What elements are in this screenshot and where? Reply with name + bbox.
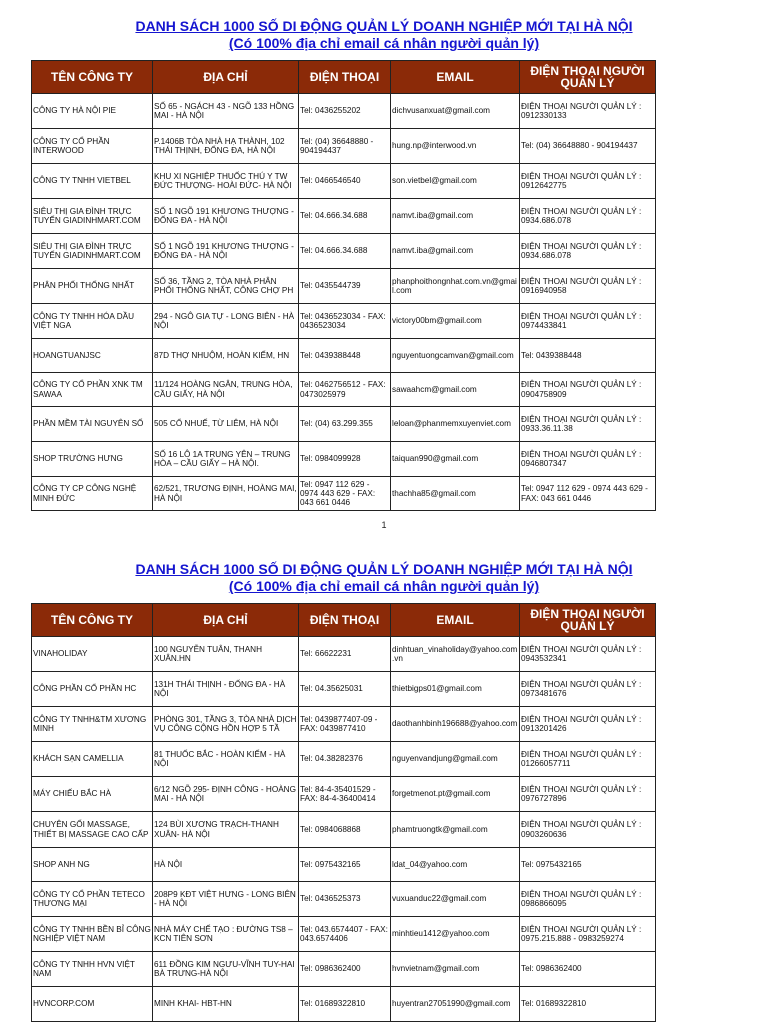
cell-company: PHẦN MỀM TÀI NGUYÊN SỐ — [32, 407, 153, 442]
col-header-email: EMAIL — [391, 61, 520, 94]
cell-email: victory00bm@gmail.com — [391, 304, 520, 339]
page-number: 1 — [381, 520, 387, 530]
col-header-address: ĐỊA CHỈ — [153, 61, 299, 94]
cell-company: HOANGTUANJSC — [32, 339, 153, 373]
cell-address: 87D THỢ NHUỘM, HOÀN KIẾM, HN — [153, 339, 299, 373]
cell-email: nguyentuongcamvan@gmail.com — [391, 339, 520, 373]
cell-address: 505 CỔ NHUẾ, TỪ LIÊM, HÀ NỘI — [153, 407, 299, 442]
cell-phone: Tel: 04.666.34.688 — [299, 199, 391, 234]
cell-address: 62/521, TRƯƠNG ĐỊNH, HOÀNG MAI, HÀ NỘI — [153, 477, 299, 511]
page1-table — [31, 60, 656, 511]
cell-email: forgetmenot.pt@gmail.com — [391, 777, 520, 812]
cell-company: PHÂN PHỐI THỐNG NHẤT — [32, 269, 153, 304]
col-header-phone: ĐIỆN THOẠI — [299, 604, 391, 637]
cell-email: namvt.iba@gmail.com — [391, 234, 520, 269]
cell-email: son.vietbel@gmail.com — [391, 164, 520, 199]
cell-phone: Tel: (04) 63.299.355 — [299, 407, 391, 442]
table-row — [32, 812, 656, 848]
page2-table — [31, 603, 656, 1022]
cell-phone: Tel: 0439877407-09 - FAX: 0439877410 — [299, 707, 391, 742]
cell-phone: Tel: 0947 112 629 - 0974 443 629 - FAX: 043 661 0446 — [299, 477, 391, 511]
table-row — [32, 164, 656, 199]
table-row — [32, 199, 656, 234]
cell-manager-phone: ĐIỆN THOẠI NGƯỜI QUẢN LÝ : 0946807347 — [520, 442, 656, 477]
cell-manager-phone: ĐIỆN THOẠI NGƯỜI QUẢN LÝ : 0943532341 — [520, 637, 656, 672]
cell-manager-phone: ĐIỆN THOẠI NGƯỜI QUẢN LÝ : 0974433841 — [520, 304, 656, 339]
cell-company: SIÊU THỊ GIA ĐÌNH TRỰC TUYẾN GIADINHMART.COM — [32, 234, 153, 269]
cell-email: taiquan990@gmail.com — [391, 442, 520, 477]
cell-email: dinhtuan_vinaholiday@yahoo.com.vn — [391, 637, 520, 672]
cell-email: dichvusanxuat@gmail.com — [391, 94, 520, 129]
cell-company: CÔNG TY CP CÔNG NGHỆ MINH ĐỨC — [32, 477, 153, 511]
cell-phone: Tel: 66622231 — [299, 637, 391, 672]
cell-company: CÔNG TY TNHH HÓA DẦU VIỆT NGA — [32, 304, 153, 339]
table-row — [32, 373, 656, 407]
cell-company: CÔNG TY TNHH&TM XƯƠNG MINH — [32, 707, 153, 742]
cell-phone: Tel: 043.6574407 - FAX: 043.6574406 — [299, 917, 391, 952]
page2-subtitle: (Có 100% địa chỉ email cá nhân người quản lý) — [228, 578, 540, 594]
cell-address: KHU XI NGHIỆP THUỐC THÚ Y TW ĐỨC THƯỢNG- HOÀI ĐỨC- HÀ NỘI — [153, 164, 299, 199]
cell-email: ldat_04@yahoo.com — [391, 848, 520, 882]
cell-email: sawaahcm@gmail.com — [391, 373, 520, 407]
cell-address: SỐ 16 LÔ 1A TRUNG YÊN – TRUNG HÒA – CẦU GIẤY – HÀ NỘI. — [153, 442, 299, 477]
col-header-address: ĐỊA CHỈ — [153, 604, 299, 637]
table-row — [32, 477, 656, 511]
cell-company: CÔNG TY CỔ PHẦN XNK TM SAWAA — [32, 373, 153, 407]
table-row — [32, 742, 656, 777]
cell-manager-phone: Tel: (04) 36648880 - 904194437 — [520, 129, 656, 164]
cell-address: 11/124 HOÀNG NGÂN, TRUNG HÒA, CẦU GIẤY, HÀ NỘI — [153, 373, 299, 407]
table-row — [32, 407, 656, 442]
col-header-manager-phone: ĐIỆN THOẠI NGƯỜI QUẢN LÝ — [520, 61, 656, 94]
cell-phone: Tel: 0462756512 - FAX: 0473025979 — [299, 373, 391, 407]
cell-phone: Tel: 04.666.34.688 — [299, 234, 391, 269]
cell-manager-phone: ĐIỆN THOẠI NGƯỜI QUẢN LÝ : 0913201426 — [520, 707, 656, 742]
cell-company: CÔNG PHẦN CỔ PHẦN HC — [32, 672, 153, 707]
table-row — [32, 269, 656, 304]
cell-email: namvt.iba@gmail.com — [391, 199, 520, 234]
cell-address: PHÒNG 301, TẦNG 3, TÒA NHÀ DỊCH VỤ CÔNG CỘNG HỒN HỢP 5 TẦ — [153, 707, 299, 742]
table-row — [32, 848, 656, 882]
col-header-phone: ĐIỆN THOẠI — [299, 61, 391, 94]
cell-company: CÔNG TY TNHH HVN VIỆT NAM — [32, 952, 153, 987]
cell-address: MINH KHAI- HBT-HN — [153, 987, 299, 1022]
cell-company: CÔNG TY CỔ PHẦN TETECO THƯƠNG MẠI — [32, 882, 153, 917]
cell-manager-phone: ĐIỆN THOẠI NGƯỜI QUẢN LÝ : 0976727896 — [520, 777, 656, 812]
cell-email: phamtruongtk@gmail.com — [391, 812, 520, 848]
cell-manager-phone: Tel: 01689322810 — [520, 987, 656, 1022]
cell-phone: Tel: 01689322810 — [299, 987, 391, 1022]
cell-email: leloan@phanmemxuyenviet.com — [391, 407, 520, 442]
cell-phone: Tel: 0975432165 — [299, 848, 391, 882]
cell-manager-phone: ĐIỆN THOẠI NGƯỜI QUẢN LÝ : 0934.686.078 — [520, 199, 656, 234]
cell-email: nguyenvandjung@gmail.com — [391, 742, 520, 777]
cell-manager-phone: Tel: 0947 112 629 - 0974 443 629 - FAX: 043 661 0446 — [520, 477, 656, 511]
cell-manager-phone: Tel: 0975432165 — [520, 848, 656, 882]
cell-address: SỐ 1 NGÕ 191 KHƯƠNG THƯỢNG - ĐỐNG ĐA - HÀ NỘI — [153, 199, 299, 234]
cell-company: CÔNG TY CỔ PHẦN INTERWOOD — [32, 129, 153, 164]
col-header-manager-phone: ĐIỆN THOẠI NGƯỜI QUẢN LÝ — [520, 604, 656, 637]
col-header-email: EMAIL — [391, 604, 520, 637]
cell-phone: Tel: 0984099928 — [299, 442, 391, 477]
table-row — [32, 707, 656, 742]
table-row — [32, 339, 656, 373]
cell-phone: Tel: 0436525373 — [299, 882, 391, 917]
table-row — [32, 129, 656, 164]
cell-address: 100 NGUYỄN TUÂN, THANH XUÂN.HN — [153, 637, 299, 672]
table-row — [32, 637, 656, 672]
page2-title: DANH SÁCH 1000 SỐ DI ĐỘNG QUẢN LÝ DOANH NGHIỆP MỚI TẠI HÀ NỘI — [135, 561, 633, 577]
cell-phone: Tel: 0986362400 — [299, 952, 391, 987]
cell-address: 81 THUỐC BẮC - HOÀN KIẾM - HÀ NỘI — [153, 742, 299, 777]
table-header-row — [32, 61, 656, 94]
cell-company: CÔNG TY TNHH BỀN BỈ CÔNG NGHIỆP VIỆT NAM — [32, 917, 153, 952]
cell-email: hung.np@interwood.vn — [391, 129, 520, 164]
cell-company: CÔNG TY HÀ NỘI PIE — [32, 94, 153, 129]
cell-company: CÔNG TY TNHH VIETBEL — [32, 164, 153, 199]
table-row — [32, 442, 656, 477]
table-row — [32, 94, 656, 129]
page2-title-block — [0, 561, 768, 595]
cell-address: 208P9 KĐT VIỆT HƯNG - LONG BIÊN - HÀ NỘI — [153, 882, 299, 917]
table-row — [32, 304, 656, 339]
cell-email: hvnvietnam@gmail.com — [391, 952, 520, 987]
cell-company: CHUYÊN GỐI MASSAGE, THIẾT BỊ MASSAGE CAO CẤP — [32, 812, 153, 848]
table-row — [32, 234, 656, 269]
cell-phone: Tel: 04.35625031 — [299, 672, 391, 707]
cell-address: P.1406B TÒA NHÀ HẠ THÀNH, 102 THÁI THỊNH, ĐỐNG ĐA, HÀ NỘI — [153, 129, 299, 164]
table-row — [32, 882, 656, 917]
cell-email: phanphoithongnhat.com.vn@gmail.com — [391, 269, 520, 304]
cell-company: SIÊU THỊ GIA ĐÌNH TRỰC TUYẾN GIADINHMART.COM — [32, 199, 153, 234]
cell-email: minhtieu1412@yahoo.com — [391, 917, 520, 952]
cell-company: KHÁCH SẠN CAMELLIA — [32, 742, 153, 777]
table-header-row — [32, 604, 656, 637]
cell-address: SỐ 1 NGÕ 191 KHƯƠNG THƯỢNG - ĐỐNG ĐA - HÀ NỘI — [153, 234, 299, 269]
cell-manager-phone: ĐIỆN THOẠI NGƯỜI QUẢN LÝ : 0986866095 — [520, 882, 656, 917]
cell-company: SHOP ANH NG — [32, 848, 153, 882]
cell-email: daothanhbinh196688@yahoo.com — [391, 707, 520, 742]
col-header-company: TÊN CÔNG TY — [32, 61, 153, 94]
cell-address: 294 - NGÔ GIA TỰ - LONG BIÊN - HÀ NỘI — [153, 304, 299, 339]
table-row — [32, 987, 656, 1022]
cell-manager-phone: ĐIỆN THOẠI NGƯỜI QUẢN LÝ : 01266057711 — [520, 742, 656, 777]
cell-address: 131H THÁI THỊNH - ĐỐNG ĐA - HÀ NỘI — [153, 672, 299, 707]
cell-company: SHOP TRƯỜNG HƯNG — [32, 442, 153, 477]
cell-manager-phone: ĐIỆN THOẠI NGƯỜI QUẢN LÝ : 0903260636 — [520, 812, 656, 848]
page1-title-block — [0, 18, 768, 52]
page1-subtitle: (Có 100% địa chỉ email cá nhân người quản lý) — [228, 35, 540, 51]
page1-title: DANH SÁCH 1000 SỐ DI ĐỘNG QUẢN LÝ DOANH NGHIỆP MỚI TẠI HÀ NỘI — [135, 18, 633, 34]
cell-manager-phone: Tel: 0986362400 — [520, 952, 656, 987]
cell-phone: Tel: 0436523034 - FAX: 0436523034 — [299, 304, 391, 339]
cell-email: thachha85@gmail.com — [391, 477, 520, 511]
cell-email: vuxuanduc22@gmail.com — [391, 882, 520, 917]
cell-phone: Tel: 0466546540 — [299, 164, 391, 199]
cell-address: 124 BÙI XƯƠNG TRẠCH-THANH XUÂN- HÀ NỘI — [153, 812, 299, 848]
table-row — [32, 777, 656, 812]
cell-address: 6/12 NGÕ 295- ĐỊNH CÔNG - HOÀNG MAI - HÀ NỘI — [153, 777, 299, 812]
cell-address: NHÀ MÁY CHẾ TẠO : ĐƯỜNG TS8 – KCN TIÊN SƠN — [153, 917, 299, 952]
cell-phone: Tel: 0984068868 — [299, 812, 391, 848]
cell-address: SỐ 36, TẦNG 2, TÒA NHÀ PHÂN PHỐI THỐNG NHẤT, CÔNG CHỢ PH — [153, 269, 299, 304]
cell-phone: Tel: 0435544739 — [299, 269, 391, 304]
cell-company: VINAHOLIDAY — [32, 637, 153, 672]
cell-manager-phone: Tel: 0439388448 — [520, 339, 656, 373]
cell-manager-phone: ĐIỆN THOẠI NGƯỜI QUẢN LÝ : 0934.686.078 — [520, 234, 656, 269]
cell-manager-phone: ĐIỆN THOẠI NGƯỜI QUẢN LÝ : 0904758909 — [520, 373, 656, 407]
cell-address: HÀ NỘI — [153, 848, 299, 882]
cell-manager-phone: ĐIỆN THOẠI NGƯỜI QUẢN LÝ : 0973481676 — [520, 672, 656, 707]
cell-manager-phone: ĐIỆN THOẠI NGƯỜI QUẢN LÝ : 0916940958 — [520, 269, 656, 304]
cell-company: MÁY CHIẾU BẮC HÀ — [32, 777, 153, 812]
cell-address: 611 ĐỒNG KIM NGƯU-VĨNH TUY-HAI BÀ TRƯNG-HÀ NỘI — [153, 952, 299, 987]
cell-phone: Tel: 04.38282376 — [299, 742, 391, 777]
table-row — [32, 952, 656, 987]
cell-phone: Tel: 0439388448 — [299, 339, 391, 373]
cell-manager-phone: ĐIỆN THOẠI NGƯỜI QUẢN LÝ : 0912642775 — [520, 164, 656, 199]
table-row — [32, 917, 656, 952]
cell-email: thietbigps01@gmail.com — [391, 672, 520, 707]
table-row — [32, 672, 656, 707]
cell-manager-phone: ĐIỆN THOẠI NGƯỜI QUẢN LÝ : 0912330133 — [520, 94, 656, 129]
cell-phone: Tel: (04) 36648880 - 904194437 — [299, 129, 391, 164]
cell-manager-phone: ĐIỆN THOẠI NGƯỜI QUẢN LÝ : 0933.36.11.38 — [520, 407, 656, 442]
col-header-company: TÊN CÔNG TY — [32, 604, 153, 637]
cell-address: SỐ 65 - NGÁCH 43 - NGÕ 133 HỒNG MAI - HÀ NỘI — [153, 94, 299, 129]
cell-phone: Tel: 0436255202 — [299, 94, 391, 129]
cell-email: huyentran27051990@gmail.com — [391, 987, 520, 1022]
cell-company: HVNCORP.COM — [32, 987, 153, 1022]
cell-phone: Tel: 84-4-35401529 - FAX: 84-4-36400414 — [299, 777, 391, 812]
cell-manager-phone: ĐIỆN THOẠI NGƯỜI QUẢN LÝ : 0975.215.888 - 0983259274 — [520, 917, 656, 952]
